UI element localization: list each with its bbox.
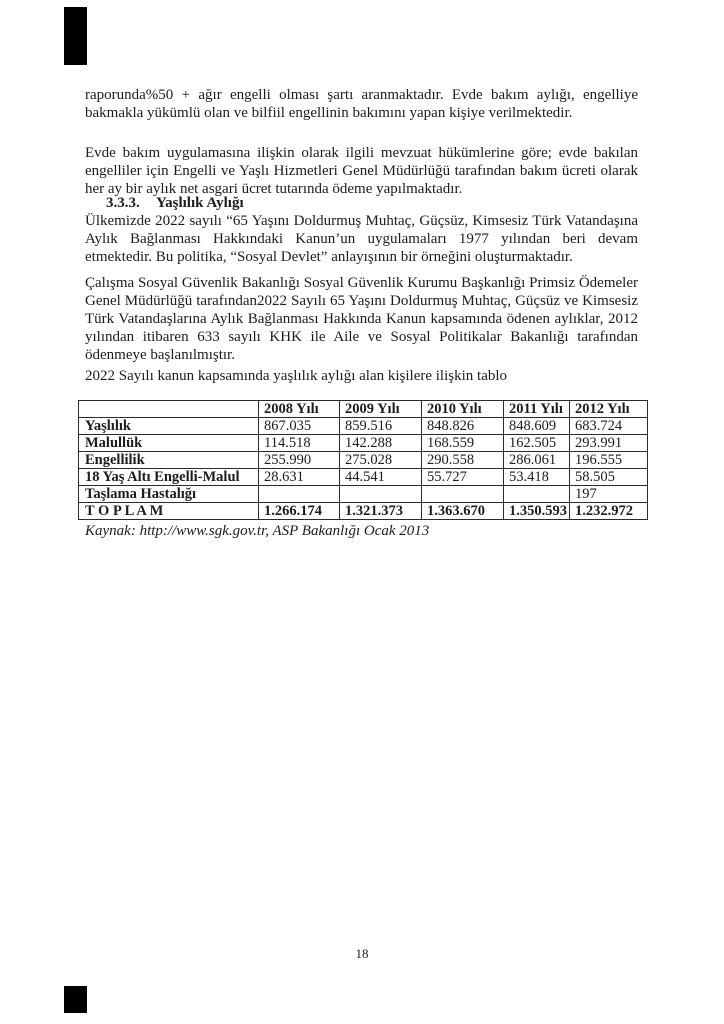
value-cell: 168.559 <box>422 435 504 452</box>
value-cell: 58.505 <box>570 469 648 486</box>
paragraph-ministry-transfer: Çalışma Sosyal Güvenlik Bakanlığı Sosyal Güvenlik Kurumu Başkanlığı Primsiz Ödemeler Genel Müdürlüğü tarafından2022 Sayılı 65 Yaşını Doldurmuş Muhtaç, Güçsüz ve Kimsesiz Türk Vatandaşlarına Aylık Bağlanması Hakkında Kanun kapsamında ödenen aylıklar, 2012 yılından itibaren 633 sayılı KHK ile Aile ve Sosyal Politikalar Bakanlığı tarafından ödenmeye başlanılmıştır. <box>85 275 638 363</box>
table-header-row <box>79 401 648 418</box>
value-cell: 1.363.670 <box>422 503 504 520</box>
table-body <box>79 418 648 520</box>
row-label-cell: Malullük <box>79 435 259 452</box>
table-year-header: 2012 Yılı <box>570 401 648 418</box>
value-cell <box>340 486 422 503</box>
value-cell: 1.266.174 <box>259 503 340 520</box>
table-source-note: Kaynak: http://www.sgk.gov.tr, ASP Bakanlığı Ocak 2013 <box>85 523 430 539</box>
value-cell <box>422 486 504 503</box>
value-cell: 255.990 <box>259 452 340 469</box>
value-cell: 1.350.593 <box>504 503 570 520</box>
row-label-cell: Yaşlılık <box>79 418 259 435</box>
pension-statistics-table <box>78 400 648 520</box>
scan-artifact-bottom-mark <box>64 986 87 1013</box>
table-year-header: 2011 Yılı <box>504 401 570 418</box>
table-row <box>79 452 648 469</box>
section-heading <box>106 194 638 212</box>
table-row <box>79 469 648 486</box>
value-cell: 848.826 <box>422 418 504 435</box>
value-cell: 286.061 <box>504 452 570 469</box>
paragraph-home-care-regulation: Evde bakım uygulamasına ilişkin olarak ilgili mevzuat hükümlerine göre; evde bakılan engelliler için Engelli ve Yaşlı Hizmetleri Genel Müdürlüğü tarafından bakım ücreti olarak her ay bir aylık net asgari ücret tutarında ödeme yapılmaktadır. <box>85 145 638 197</box>
table-corner-cell <box>79 401 259 418</box>
value-cell: 848.609 <box>504 418 570 435</box>
value-cell: 55.727 <box>422 469 504 486</box>
value-cell: 1.321.373 <box>340 503 422 520</box>
value-cell <box>259 486 340 503</box>
table-row <box>79 486 648 503</box>
value-cell: 28.631 <box>259 469 340 486</box>
section-title: Yaşlılık Aylığı <box>155 195 244 211</box>
paragraph-home-care-condition: raporunda%50 + ağır engelli olması şartı aranmaktadır. Evde bakım aylığı, engelliye bakmakla yükümlü olan ve bilfiil engellinin bakımını yapan kişiye verilmektedir. <box>85 87 638 121</box>
value-cell: 196.555 <box>570 452 648 469</box>
row-label-cell: Engellilik <box>79 452 259 469</box>
value-cell: 867.035 <box>259 418 340 435</box>
row-label-cell: Taşlama Hastalığı <box>79 486 259 503</box>
paragraph-law-2022-history: Ülkemizde 2022 sayılı “65 Yaşını Doldurmuş Muhtaç, Güçsüz, Kimsesiz Türk Vatandaşına Aylık Bağlanması Hakkındaki Kanun’un uygulamaları 1977 yılından beri devam etmektedir. Bu politika, “Sosyal Devlet” anlayışının bir örneğini oluşturmaktadır. <box>85 213 638 265</box>
value-cell: 275.028 <box>340 452 422 469</box>
table-year-header: 2009 Yılı <box>340 401 422 418</box>
table-row <box>79 435 648 452</box>
row-label-cell: T O P L A M <box>79 503 259 520</box>
value-cell: 162.505 <box>504 435 570 452</box>
value-cell: 293.991 <box>570 435 648 452</box>
table-intro-line: 2022 Sayılı kanun kapsamında yaşlılık aylığı alan kişilere ilişkin tablo <box>85 368 508 384</box>
value-cell: 290.558 <box>422 452 504 469</box>
page-number: 18 <box>355 946 369 961</box>
value-cell: 1.232.972 <box>570 503 648 520</box>
value-cell: 142.288 <box>340 435 422 452</box>
value-cell: 44.541 <box>340 469 422 486</box>
scan-artifact-top-mark <box>64 7 87 65</box>
table-year-header: 2008 Yılı <box>259 401 340 418</box>
table-row <box>79 503 648 520</box>
value-cell: 859.516 <box>340 418 422 435</box>
table-row <box>79 418 648 435</box>
value-cell: 683.724 <box>570 418 648 435</box>
row-label-cell: 18 Yaş Altı Engelli-Malul <box>79 469 259 486</box>
value-cell: 114.518 <box>259 435 340 452</box>
value-cell: 197 <box>570 486 648 503</box>
table-year-header: 2010 Yılı <box>422 401 504 418</box>
value-cell: 53.418 <box>504 469 570 486</box>
value-cell <box>504 486 570 503</box>
section-number: 3.3.3. <box>106 195 140 211</box>
